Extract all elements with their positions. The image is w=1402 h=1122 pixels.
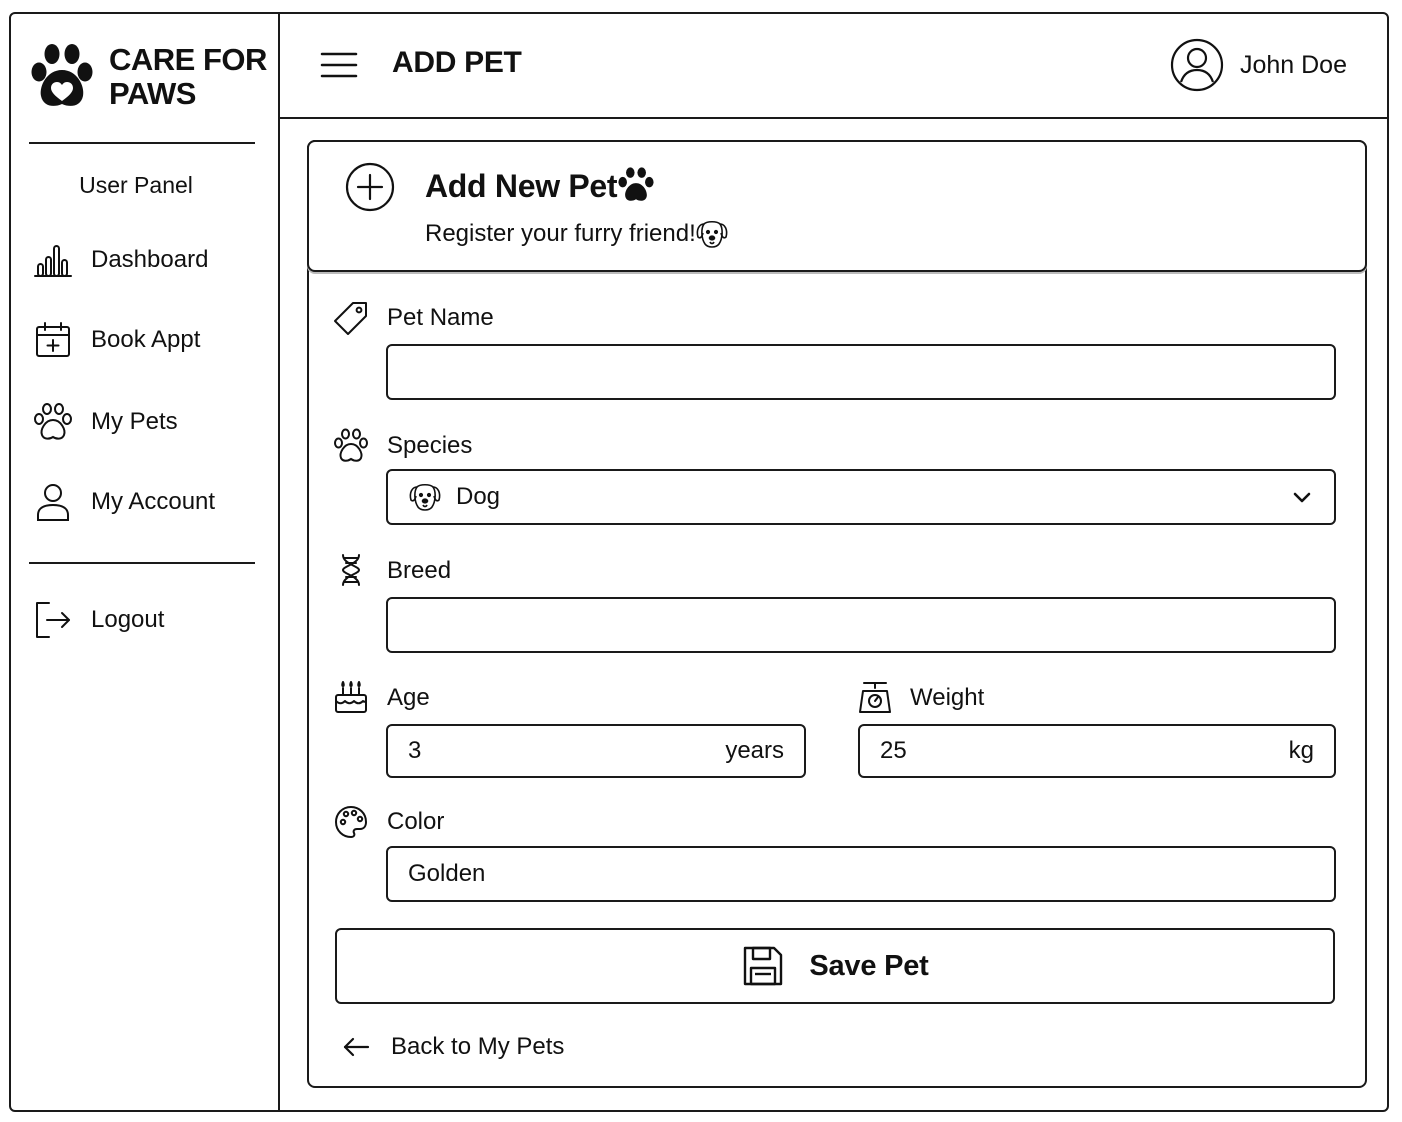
sidebar-item-label: Book Appt bbox=[91, 326, 201, 353]
color-label: Color bbox=[387, 808, 445, 835]
sidebar-item-label: My Account bbox=[91, 488, 216, 515]
weight-label: Weight bbox=[910, 684, 985, 711]
user-menu[interactable] bbox=[1170, 38, 1347, 92]
birthday-cake-icon bbox=[333, 679, 369, 715]
hamburger-menu-icon[interactable] bbox=[320, 48, 358, 82]
arrow-left-icon bbox=[341, 1032, 371, 1062]
breed-input[interactable] bbox=[386, 597, 1336, 653]
tag-icon bbox=[333, 300, 369, 336]
age-unit: years bbox=[725, 737, 784, 764]
sidebar-item-label: Dashboard bbox=[91, 246, 209, 273]
calendar-plus-icon bbox=[33, 320, 73, 360]
app-window bbox=[9, 12, 1389, 1112]
age-input[interactable] bbox=[386, 724, 806, 778]
species-select[interactable] bbox=[386, 469, 1336, 525]
brand[interactable] bbox=[29, 42, 267, 112]
user-name: John Doe bbox=[1239, 50, 1347, 79]
bar-chart-icon bbox=[33, 240, 73, 280]
sidebar-item-logout[interactable] bbox=[33, 600, 164, 640]
paw-icon bbox=[333, 428, 369, 464]
weight-input[interactable] bbox=[858, 724, 1336, 778]
brand-name: CARE FOR PAWS bbox=[109, 42, 267, 111]
floppy-disk-icon bbox=[741, 944, 785, 988]
sidebar-item-dashboard[interactable] bbox=[33, 240, 208, 280]
user-icon bbox=[33, 482, 73, 522]
card-subtitle: Register your furry friend! bbox=[425, 220, 696, 247]
age-value: 3 bbox=[408, 737, 422, 764]
scale-icon bbox=[857, 679, 893, 715]
panel-label: User Panel bbox=[79, 172, 193, 198]
pet-name-label: Pet Name bbox=[387, 304, 494, 331]
sidebar-item-my-pets[interactable] bbox=[33, 402, 178, 442]
sidebar-item-book-appt[interactable] bbox=[33, 320, 200, 360]
weight-unit: kg bbox=[1288, 737, 1314, 764]
save-pet-button[interactable] bbox=[335, 928, 1335, 1004]
dog-face-icon bbox=[408, 481, 442, 513]
paw-icon bbox=[33, 402, 73, 442]
color-value: Golden bbox=[408, 860, 486, 887]
breed-label: Breed bbox=[387, 557, 452, 584]
age-label: Age bbox=[387, 684, 430, 711]
add-circle-icon bbox=[345, 162, 395, 212]
color-input[interactable] bbox=[386, 846, 1336, 902]
species-label: Species bbox=[387, 432, 473, 459]
sidebar-item-my-account[interactable] bbox=[33, 482, 215, 522]
add-pet-card bbox=[307, 140, 1367, 1088]
species-value: Dog bbox=[456, 483, 501, 510]
pet-name-input[interactable] bbox=[386, 344, 1336, 400]
chevron-down-icon bbox=[1290, 485, 1314, 509]
sidebar-item-label: My Pets bbox=[91, 408, 178, 435]
user-avatar-icon bbox=[1170, 38, 1224, 92]
sidebar bbox=[11, 14, 280, 1110]
paw-heart-logo-icon bbox=[29, 42, 95, 112]
palette-icon bbox=[333, 804, 369, 840]
page-title: ADD PET bbox=[392, 46, 522, 79]
top-bar bbox=[280, 14, 1387, 119]
card-header bbox=[307, 140, 1367, 272]
sidebar-divider bbox=[29, 562, 255, 564]
save-pet-label: Save Pet bbox=[809, 949, 929, 982]
dog-face-icon bbox=[695, 218, 729, 250]
back-label: Back to My Pets bbox=[391, 1033, 565, 1060]
back-to-my-pets-link[interactable] bbox=[341, 1032, 564, 1062]
logout-icon bbox=[33, 600, 73, 640]
paw-icon bbox=[617, 166, 655, 204]
sidebar-divider bbox=[29, 142, 255, 144]
card-title: Add New Pet bbox=[425, 168, 618, 204]
weight-value: 25 bbox=[880, 737, 907, 764]
dna-icon bbox=[333, 552, 369, 588]
logout-label: Logout bbox=[91, 606, 165, 633]
